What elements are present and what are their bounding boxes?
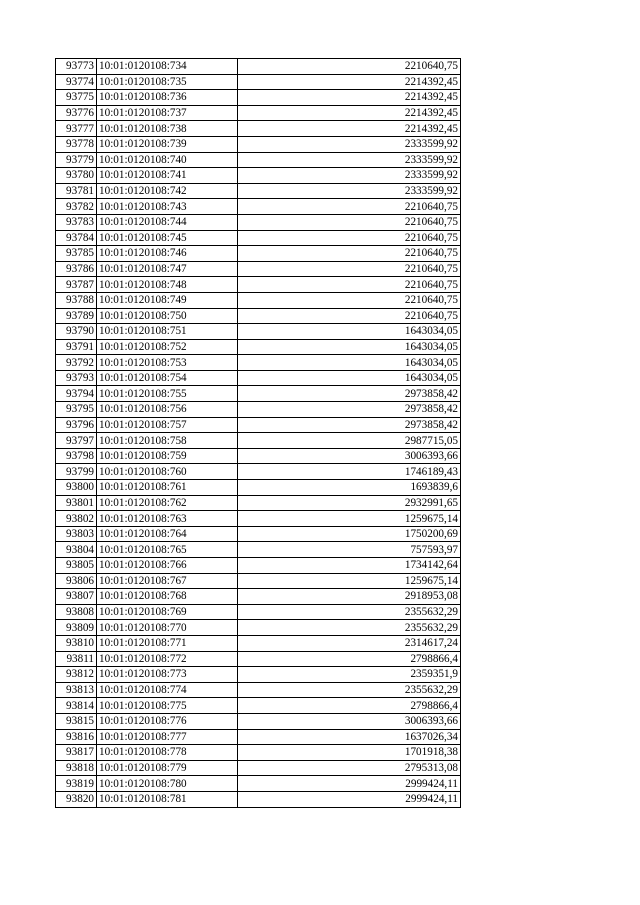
cadastral-value-cell: 2798866,4 — [238, 651, 461, 667]
cadastral-value-cell: 2210640,75 — [238, 308, 461, 324]
table-row — [56, 74, 461, 90]
cadastral-number-cell: 10:01:0120108:738 — [97, 121, 238, 137]
row-number-cell: 93817 — [56, 745, 97, 761]
cadastral-number-cell: 10:01:0120108:778 — [97, 745, 238, 761]
cadastral-number-cell: 10:01:0120108:740 — [97, 152, 238, 168]
table-row — [56, 339, 461, 355]
row-number-cell: 93774 — [56, 74, 97, 90]
cadastral-value-cell: 2210640,75 — [238, 277, 461, 293]
cadastral-number-cell: 10:01:0120108:734 — [97, 59, 238, 75]
row-number-cell: 93778 — [56, 136, 97, 152]
table-row — [56, 651, 461, 667]
row-number-cell: 93775 — [56, 90, 97, 106]
table-row — [56, 573, 461, 589]
table-row — [56, 433, 461, 449]
table-row — [56, 667, 461, 683]
cadastral-value-cell: 2314617,24 — [238, 635, 461, 651]
row-number-cell: 93782 — [56, 199, 97, 215]
cadastral-value-cell: 2214392,45 — [238, 105, 461, 121]
row-number-cell: 93800 — [56, 480, 97, 496]
row-number-cell: 93815 — [56, 713, 97, 729]
cadastral-number-cell: 10:01:0120108:741 — [97, 168, 238, 184]
cadastral-value-cell: 2355632,29 — [238, 604, 461, 620]
cadastral-number-cell: 10:01:0120108:748 — [97, 277, 238, 293]
row-number-cell: 93809 — [56, 620, 97, 636]
cadastral-number-cell: 10:01:0120108:772 — [97, 651, 238, 667]
table-row — [56, 214, 461, 230]
cadastral-value-cell: 2918953,08 — [238, 589, 461, 605]
table-row — [56, 152, 461, 168]
row-number-cell: 93784 — [56, 230, 97, 246]
row-number-cell: 93785 — [56, 246, 97, 262]
cadastral-value-cell: 1643034,05 — [238, 370, 461, 386]
cadastral-value-cell: 2210640,75 — [238, 292, 461, 308]
cadastral-number-cell: 10:01:0120108:769 — [97, 604, 238, 620]
cadastral-number-cell: 10:01:0120108:746 — [97, 246, 238, 262]
table-row — [56, 620, 461, 636]
cadastral-number-cell: 10:01:0120108:770 — [97, 620, 238, 636]
cadastral-value-cell: 1643034,05 — [238, 355, 461, 371]
row-number-cell: 93781 — [56, 183, 97, 199]
table-row — [56, 90, 461, 106]
cadastral-value-cell: 2214392,45 — [238, 74, 461, 90]
cadastral-number-cell: 10:01:0120108:773 — [97, 667, 238, 683]
table-row — [56, 682, 461, 698]
cadastral-value-cell: 2795313,08 — [238, 760, 461, 776]
cadastral-value-cell: 1693839,6 — [238, 480, 461, 496]
cadastral-value-cell: 1701918,38 — [238, 745, 461, 761]
table-row — [56, 635, 461, 651]
table-row — [56, 402, 461, 418]
table-row — [56, 324, 461, 340]
row-number-cell: 93777 — [56, 121, 97, 137]
cadastral-value-table — [55, 58, 461, 808]
table-row — [56, 464, 461, 480]
cadastral-number-cell: 10:01:0120108:768 — [97, 589, 238, 605]
cadastral-value-cell: 2210640,75 — [238, 199, 461, 215]
row-number-cell: 93798 — [56, 448, 97, 464]
row-number-cell: 93792 — [56, 355, 97, 371]
row-number-cell: 93813 — [56, 682, 97, 698]
cadastral-number-cell: 10:01:0120108:753 — [97, 355, 238, 371]
table-row — [56, 308, 461, 324]
row-number-cell: 93789 — [56, 308, 97, 324]
cadastral-value-cell: 2333599,92 — [238, 136, 461, 152]
cadastral-number-cell: 10:01:0120108:759 — [97, 448, 238, 464]
row-number-cell: 93773 — [56, 59, 97, 75]
table-row — [56, 230, 461, 246]
cadastral-number-cell: 10:01:0120108:750 — [97, 308, 238, 324]
table-row — [56, 261, 461, 277]
cadastral-value-cell: 2210640,75 — [238, 261, 461, 277]
cadastral-number-cell: 10:01:0120108:766 — [97, 558, 238, 574]
cadastral-number-cell: 10:01:0120108:781 — [97, 791, 238, 807]
table-row — [56, 791, 461, 807]
cadastral-value-cell: 2355632,29 — [238, 682, 461, 698]
table-row — [56, 542, 461, 558]
cadastral-value-cell: 2214392,45 — [238, 121, 461, 137]
cadastral-value-cell: 1643034,05 — [238, 324, 461, 340]
row-number-cell: 93794 — [56, 386, 97, 402]
cadastral-value-cell: 1746189,43 — [238, 464, 461, 480]
table-row — [56, 511, 461, 527]
cadastral-value-cell: 2999424,11 — [238, 791, 461, 807]
document-sheet — [55, 58, 461, 808]
cadastral-value-cell: 1259675,14 — [238, 511, 461, 527]
cadastral-number-cell: 10:01:0120108:775 — [97, 698, 238, 714]
table-row — [56, 370, 461, 386]
cadastral-value-cell: 2210640,75 — [238, 214, 461, 230]
table-row — [56, 760, 461, 776]
cadastral-number-cell: 10:01:0120108:776 — [97, 713, 238, 729]
table-row — [56, 136, 461, 152]
row-number-cell: 93791 — [56, 339, 97, 355]
table-row — [56, 480, 461, 496]
cadastral-number-cell: 10:01:0120108:764 — [97, 526, 238, 542]
cadastral-value-cell: 2973858,42 — [238, 402, 461, 418]
cadastral-number-cell: 10:01:0120108:747 — [97, 261, 238, 277]
row-number-cell: 93803 — [56, 526, 97, 542]
cadastral-number-cell: 10:01:0120108:751 — [97, 324, 238, 340]
row-number-cell: 93801 — [56, 495, 97, 511]
row-number-cell: 93805 — [56, 558, 97, 574]
cadastral-value-cell: 2333599,92 — [238, 168, 461, 184]
table-row — [56, 246, 461, 262]
cadastral-number-cell: 10:01:0120108:760 — [97, 464, 238, 480]
cadastral-number-cell: 10:01:0120108:761 — [97, 480, 238, 496]
cadastral-value-cell: 1734142,64 — [238, 558, 461, 574]
row-number-cell: 93816 — [56, 729, 97, 745]
row-number-cell: 93806 — [56, 573, 97, 589]
cadastral-number-cell: 10:01:0120108:757 — [97, 417, 238, 433]
cadastral-number-cell: 10:01:0120108:765 — [97, 542, 238, 558]
cadastral-number-cell: 10:01:0120108:737 — [97, 105, 238, 121]
cadastral-value-cell: 2973858,42 — [238, 417, 461, 433]
row-number-cell: 93812 — [56, 667, 97, 683]
cadastral-value-cell: 757593,97 — [238, 542, 461, 558]
row-number-cell: 93810 — [56, 635, 97, 651]
cadastral-value-cell: 2932991,65 — [238, 495, 461, 511]
table-row — [56, 277, 461, 293]
table-row — [56, 417, 461, 433]
cadastral-value-cell: 2214392,45 — [238, 90, 461, 106]
cadastral-number-cell: 10:01:0120108:743 — [97, 199, 238, 215]
cadastral-number-cell: 10:01:0120108:762 — [97, 495, 238, 511]
table-row — [56, 105, 461, 121]
row-number-cell: 93786 — [56, 261, 97, 277]
table-row — [56, 495, 461, 511]
cadastral-number-cell: 10:01:0120108:754 — [97, 370, 238, 386]
table-row — [56, 199, 461, 215]
cadastral-value-cell: 2333599,92 — [238, 183, 461, 199]
table-row — [56, 558, 461, 574]
row-number-cell: 93808 — [56, 604, 97, 620]
table-row — [56, 745, 461, 761]
cadastral-value-cell: 1750200,69 — [238, 526, 461, 542]
cadastral-value-cell: 2798866,4 — [238, 698, 461, 714]
cadastral-number-cell: 10:01:0120108:756 — [97, 402, 238, 418]
cadastral-number-cell: 10:01:0120108:739 — [97, 136, 238, 152]
cadastral-number-cell: 10:01:0120108:735 — [97, 74, 238, 90]
row-number-cell: 93819 — [56, 776, 97, 792]
row-number-cell: 93779 — [56, 152, 97, 168]
row-number-cell: 93818 — [56, 760, 97, 776]
cadastral-number-cell: 10:01:0120108:777 — [97, 729, 238, 745]
cadastral-value-cell: 1259675,14 — [238, 573, 461, 589]
table-row — [56, 729, 461, 745]
cadastral-number-cell: 10:01:0120108:752 — [97, 339, 238, 355]
table-row — [56, 386, 461, 402]
cadastral-value-cell: 2355632,29 — [238, 620, 461, 636]
cadastral-number-cell: 10:01:0120108:774 — [97, 682, 238, 698]
table-row — [56, 526, 461, 542]
table-row — [56, 698, 461, 714]
cadastral-number-cell: 10:01:0120108:771 — [97, 635, 238, 651]
table-row — [56, 448, 461, 464]
cadastral-number-cell: 10:01:0120108:767 — [97, 573, 238, 589]
row-number-cell: 93776 — [56, 105, 97, 121]
cadastral-value-cell: 3006393,66 — [238, 448, 461, 464]
cadastral-value-cell: 2210640,75 — [238, 59, 461, 75]
row-number-cell: 93811 — [56, 651, 97, 667]
row-number-cell: 93796 — [56, 417, 97, 433]
table-row — [56, 183, 461, 199]
cadastral-value-cell: 1637026,34 — [238, 729, 461, 745]
cadastral-number-cell: 10:01:0120108:763 — [97, 511, 238, 527]
cadastral-value-cell: 2973858,42 — [238, 386, 461, 402]
table-row — [56, 604, 461, 620]
cadastral-number-cell: 10:01:0120108:758 — [97, 433, 238, 449]
row-number-cell: 93799 — [56, 464, 97, 480]
row-number-cell: 93802 — [56, 511, 97, 527]
cadastral-number-cell: 10:01:0120108:749 — [97, 292, 238, 308]
row-number-cell: 93788 — [56, 292, 97, 308]
cadastral-number-cell: 10:01:0120108:780 — [97, 776, 238, 792]
cadastral-number-cell: 10:01:0120108:736 — [97, 90, 238, 106]
table-row — [56, 713, 461, 729]
row-number-cell: 93793 — [56, 370, 97, 386]
cadastral-value-cell: 2987715,05 — [238, 433, 461, 449]
cadastral-value-cell: 2359351,9 — [238, 667, 461, 683]
cadastral-number-cell: 10:01:0120108:745 — [97, 230, 238, 246]
row-number-cell: 93797 — [56, 433, 97, 449]
table-row — [56, 589, 461, 605]
row-number-cell: 93795 — [56, 402, 97, 418]
row-number-cell: 93814 — [56, 698, 97, 714]
row-number-cell: 93790 — [56, 324, 97, 340]
row-number-cell: 93807 — [56, 589, 97, 605]
row-number-cell: 93787 — [56, 277, 97, 293]
cadastral-value-cell: 2999424,11 — [238, 776, 461, 792]
cadastral-value-cell: 2210640,75 — [238, 230, 461, 246]
cadastral-value-cell: 1643034,05 — [238, 339, 461, 355]
cadastral-value-cell: 2210640,75 — [238, 246, 461, 262]
cadastral-number-cell: 10:01:0120108:755 — [97, 386, 238, 402]
cadastral-number-cell: 10:01:0120108:779 — [97, 760, 238, 776]
row-number-cell: 93780 — [56, 168, 97, 184]
table-row — [56, 355, 461, 371]
table-row — [56, 776, 461, 792]
table-row — [56, 168, 461, 184]
table-body — [56, 59, 461, 808]
row-number-cell: 93804 — [56, 542, 97, 558]
cadastral-number-cell: 10:01:0120108:744 — [97, 214, 238, 230]
row-number-cell: 93820 — [56, 791, 97, 807]
row-number-cell: 93783 — [56, 214, 97, 230]
table-row — [56, 59, 461, 75]
table-row — [56, 292, 461, 308]
cadastral-value-cell: 2333599,92 — [238, 152, 461, 168]
cadastral-value-cell: 3006393,66 — [238, 713, 461, 729]
cadastral-number-cell: 10:01:0120108:742 — [97, 183, 238, 199]
table-row — [56, 121, 461, 137]
